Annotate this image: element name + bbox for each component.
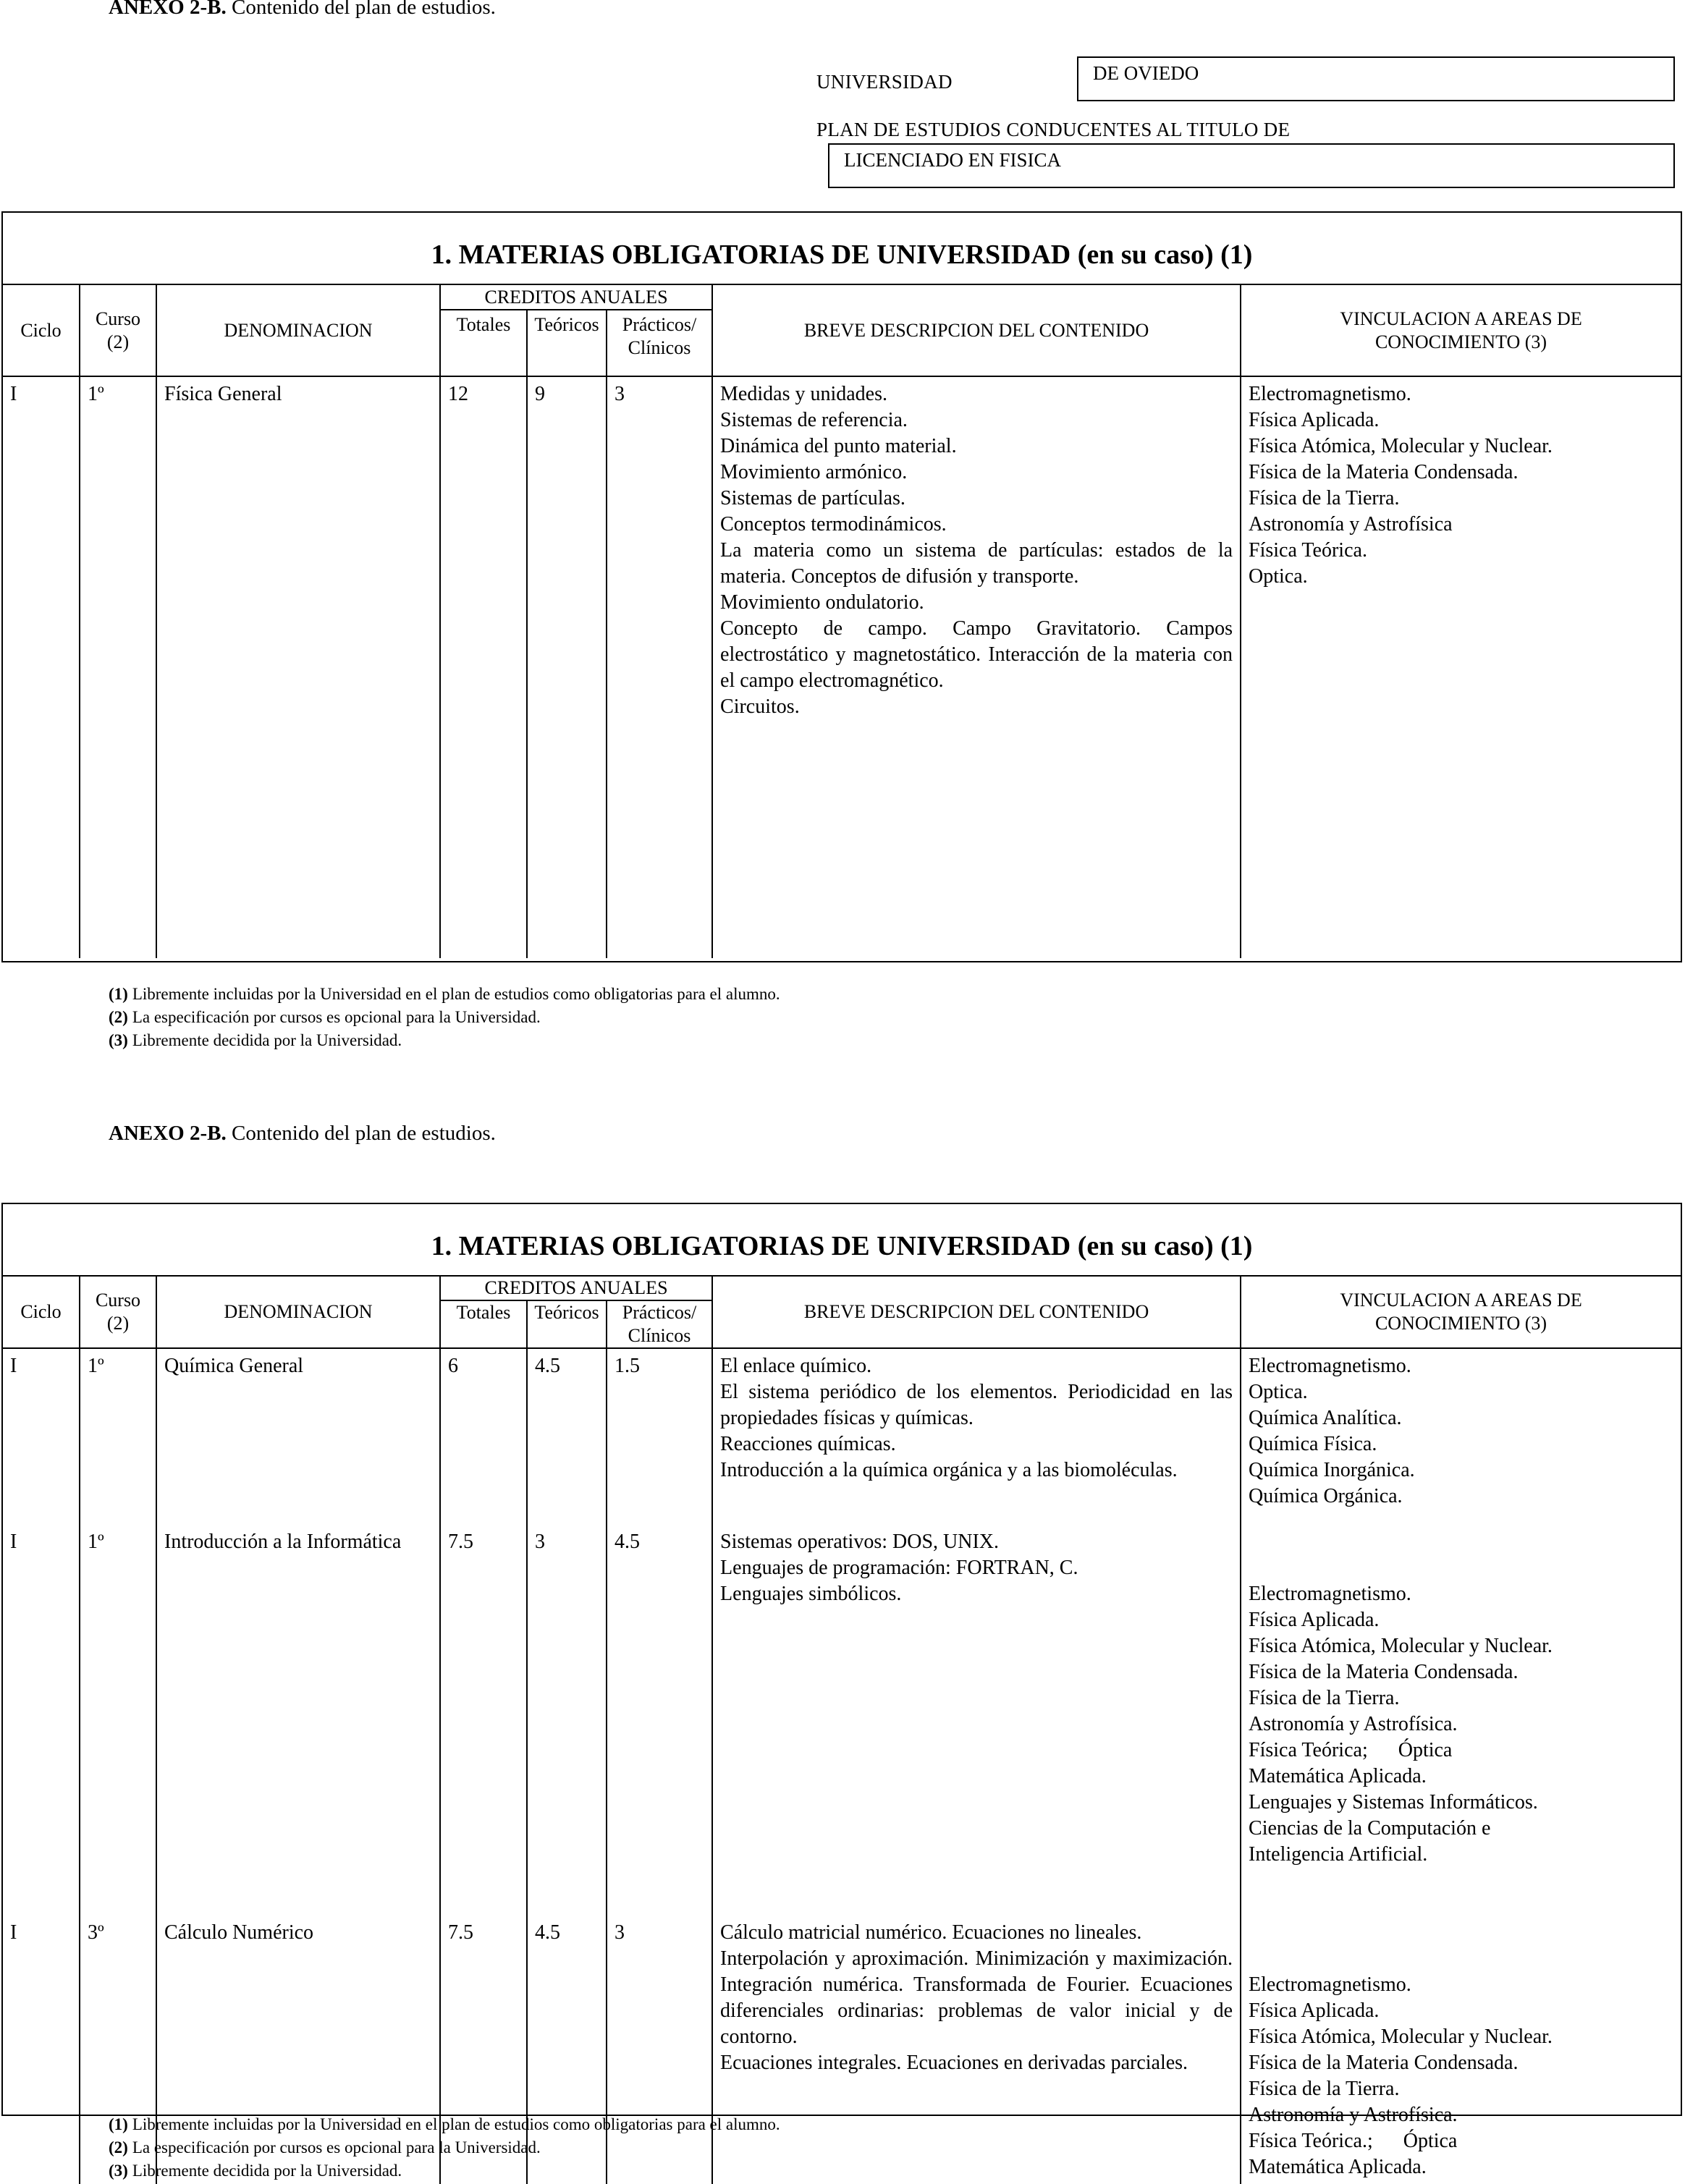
materias-table-frame-1 [1,211,1682,962]
materias-table [3,285,1681,958]
footnote: (1) Libremente incluidas por la Universidad en el plan de estudios como obligatorias para el alumno. [109,2115,780,2133]
header-denominacion: DENOMINACION [156,285,440,376]
plan-label: PLAN DE ESTUDIOS CONDUCENTES AL TITULO DE [816,119,1291,140]
cell-denominacion: Física General [156,376,440,958]
cell-teoricos: 4.5 [527,1920,607,2184]
header-vinculacion: VINCULACION A AREAS DE CONOCIMIENTO (3) [1241,1277,1681,1348]
cell-teoricos: 9 [527,376,607,958]
cell-curso: 1º [80,1529,156,1920]
footnote: (3) Libremente decidida por la Universidad. [109,1031,402,1049]
cell-totales: 7.5 [440,1920,527,2184]
cell-practicos: 3 [607,376,712,958]
header-ciclo: Ciclo [3,285,80,376]
cell-contenido: Medidas y unidades. Sistemas de referencia. Dinámica del punto material. Movimiento armónico. Sistemas de partículas. Conceptos termodinámicos. La materia como un sistema de partículas: estados de la materia. Conceptos de difusión y transporte. Movimiento ondulatorio. Concepto de campo. Campo Gravitatorio. Campos electrostático y magnetostático. Interacción de la materia con el campo electromagnético. Circuitos. [712,376,1241,958]
footnote: (1) Libremente incluidas por la Universidad en el plan de estudios como obligatorias para el alumno. [109,985,780,1003]
anexo-label: ANEXO 2-B. [109,0,227,19]
header-totales: Totales [440,310,527,376]
cell-areas: Electromagnetismo. Física Aplicada. Física Atómica, Molecular y Nuclear. Física de la Materia Condensada. Física de la Tierra. Astronomía y Astrofísica Física Teórica. Optica. [1241,376,1681,958]
cell-areas: Electromagnetismo. Optica. Química Analítica. Química Física. Química Inorgánica. Química Orgánica. [1241,1348,1681,1529]
anexo-heading-2 [109,1122,496,1146]
cell-ciclo: I [3,1920,80,2184]
cell-teoricos: 4.5 [527,1348,607,1529]
header-creditos: CREDITOS ANUALES [440,1277,712,1300]
cell-curso: 3º [80,1920,156,2184]
header-creditos: CREDITOS ANUALES [440,285,712,310]
cell-areas: Electromagnetismo. Física Aplicada. Física Atómica, Molecular y Nuclear. Física de la Materia Condensada. Física de la Tierra. Astronomía y Astrofísica. Física Teórica; Óptica Matemática Aplicada. Lenguajes y Sistemas Informáticos. Ciencias de la Computación e Inteligencia Artificial. [1241,1529,1681,1920]
table-title: 1. MATERIAS OBLIGATORIAS DE UNIVERSIDAD (en su caso) (1) [3,213,1681,285]
header-totales: Totales [440,1300,527,1348]
anexo-label: ANEXO 2-B. [109,1122,227,1145]
cell-ciclo: I [3,376,80,958]
footnotes-2 [109,2113,780,2183]
cell-totales: 6 [440,1348,527,1529]
cell-practicos: 1.5 [607,1348,712,1529]
anexo-text: Contenido del plan de estudios. [226,1122,496,1145]
header-vinculacion: VINCULACION A AREAS DE CONOCIMIENTO (3) [1241,285,1681,376]
header-ciclo: Ciclo [3,1277,80,1348]
header-curso: Curso (2) [80,285,156,376]
cell-practicos: 3 [607,1920,712,2184]
cell-ciclo: I [3,1529,80,1920]
table-row [3,376,1681,958]
anexo-heading-1 [109,0,496,20]
table-title: 1. MATERIAS OBLIGATORIAS DE UNIVERSIDAD (en su caso) (1) [3,1204,1681,1277]
cell-contenido: Sistemas operativos: DOS, UNIX. Lenguajes de programación: FORTRAN, C. Lenguajes simbólicos. [712,1529,1241,1920]
cell-totales: 7.5 [440,1529,527,1920]
cell-denominacion: Cálculo Numérico [156,1920,440,2184]
cell-totales: 12 [440,376,527,958]
header-denominacion: DENOMINACION [156,1277,440,1348]
anexo-text: Contenido del plan de estudios. [226,0,496,19]
footnote: (2) La especificación por cursos es opcional para la Universidad. [109,1008,541,1026]
footnote: (3) Libremente decidida por la Universidad. [109,2162,402,2180]
header-descripcion: BREVE DESCRIPCION DEL CONTENIDO [712,1277,1241,1348]
header-teoricos: Teóricos [527,310,607,376]
plan-value: LICENCIADO EN FISICA [828,143,1675,188]
universidad-value: DE OVIEDO [1077,56,1675,101]
header-descripcion: BREVE DESCRIPCION DEL CONTENIDO [712,285,1241,376]
cell-contenido: Cálculo matricial numérico. Ecuaciones no lineales. Interpolación y aproximación. Minimización y maximización. Integración numérica. Transformada de Fourier. Ecuaciones diferenciales ordinarias: problemas de valor inicial y de contorno. Ecuaciones integrales. Ecuaciones en derivadas parciales. [712,1920,1241,2184]
cell-denominacion: Introducción a la Informática [156,1529,440,1920]
header-curso: Curso (2) [80,1277,156,1348]
header-practicos: Prácticos/ Clínicos [607,310,712,376]
cell-contenido: El enlace químico. El sistema periódico de los elementos. Periodicidad en las propiedades físicas y químicas. Reacciones químicas. Introducción a la química orgánica y a las biomoléculas. [712,1348,1241,1529]
cell-teoricos: 3 [527,1529,607,1920]
table-row [3,1529,1681,1920]
footnotes-1 [109,983,780,1052]
cell-ciclo: I [3,1348,80,1529]
cell-curso: 1º [80,1348,156,1529]
cell-curso: 1º [80,376,156,958]
header-practicos: Prácticos/ Clínicos [607,1300,712,1348]
cell-denominacion: Química General [156,1348,440,1529]
header-teoricos: Teóricos [527,1300,607,1348]
table-row [3,1348,1681,1529]
materias-table [3,1277,1681,2184]
cell-practicos: 4.5 [607,1529,712,1920]
footnote: (2) La especificación por cursos es opcional para la Universidad. [109,2138,541,2157]
universidad-label: UNIVERSIDAD [816,71,953,93]
cell-areas: Electromagnetismo. Física Aplicada. Física Atómica, Molecular y Nuclear. Física de la Materia Condensada. Física de la Tierra. Astronomía y Astrofísica. Física Teórica.; Óptica Matemática Aplicada. [1241,1920,1681,2184]
